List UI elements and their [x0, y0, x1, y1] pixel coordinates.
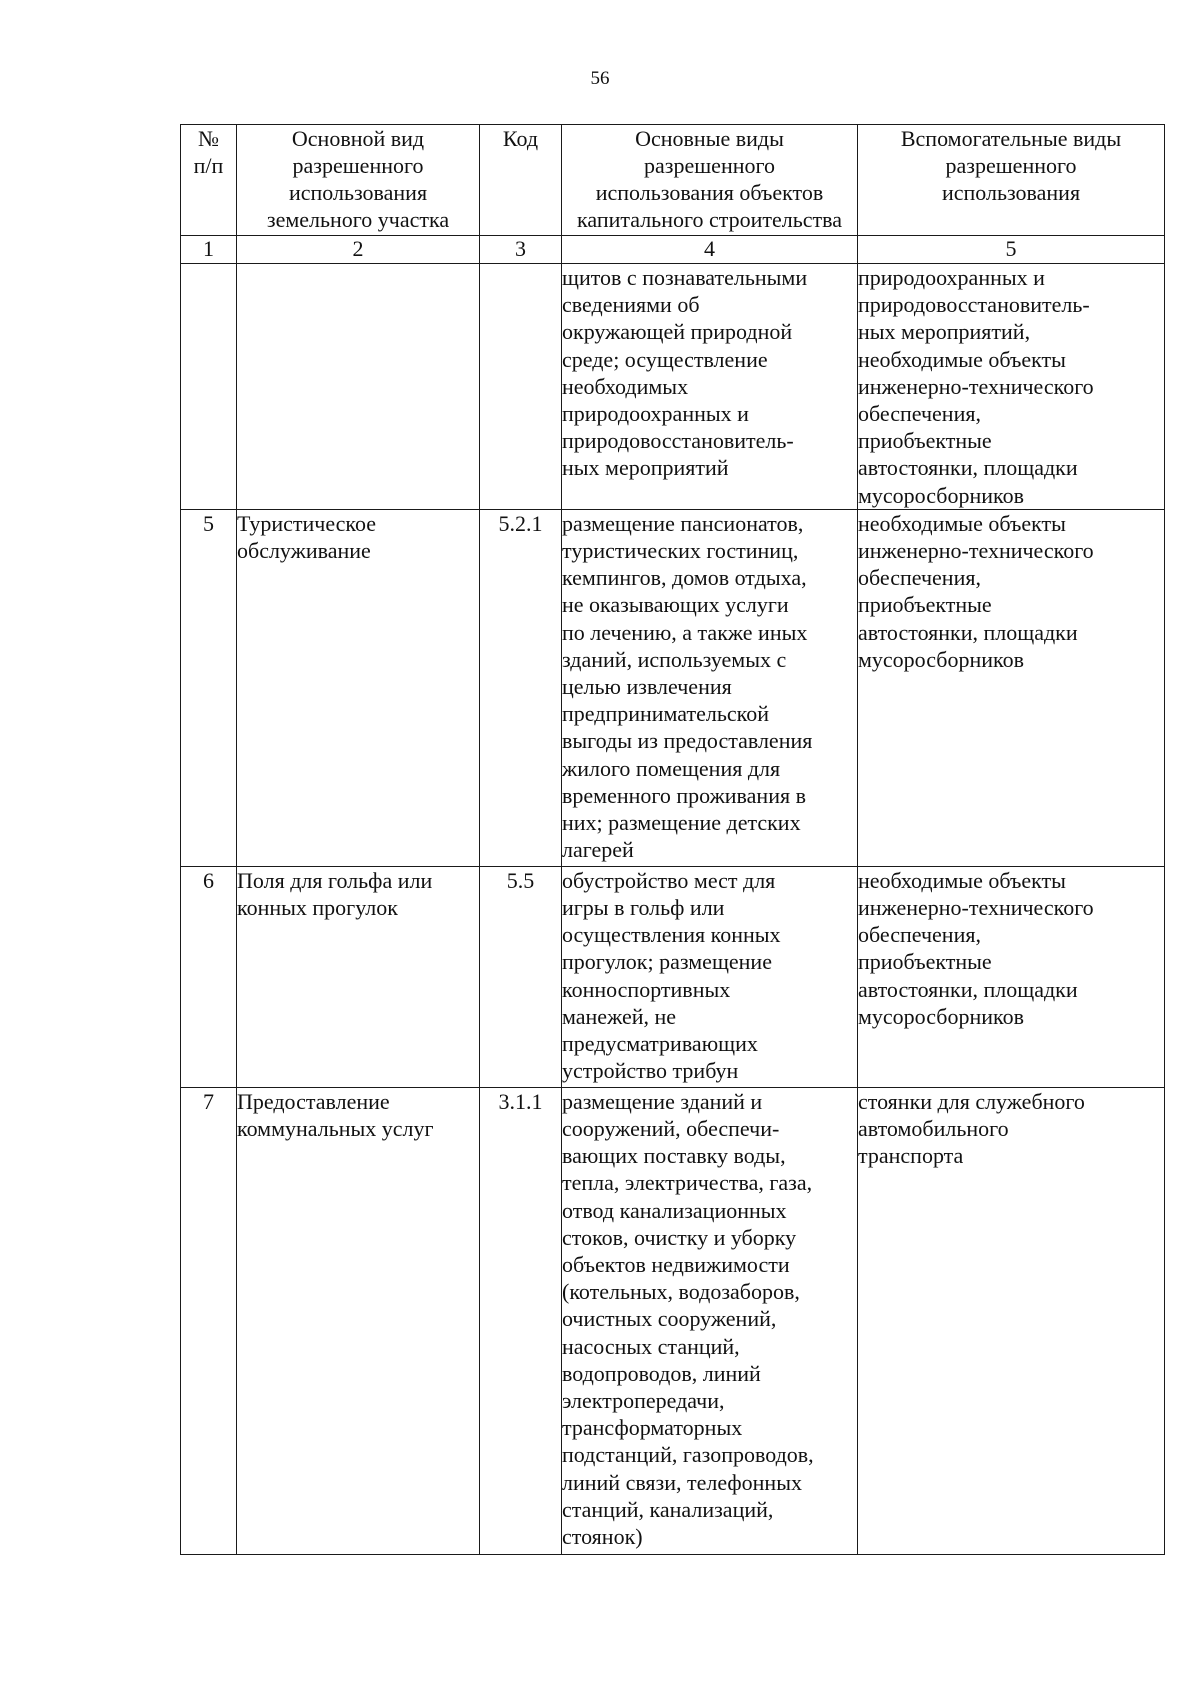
row-main-uses: обустройство мест для игры в гольф или осуществления конных прогулок; размещение конноспортивных манежей, не предусматривающих устройство трибун: [562, 866, 858, 1087]
land-use-table: [180, 124, 1165, 1555]
header-main-use: Основной вид разрешенного использования земельного участка: [237, 125, 480, 236]
row-code: 5.2.1: [480, 509, 562, 866]
table-row: [181, 264, 1165, 510]
column-number: 1: [181, 236, 237, 264]
column-number: 3: [480, 236, 562, 264]
row-number: [181, 264, 237, 510]
column-number: 5: [858, 236, 1165, 264]
page-number: 56: [590, 68, 610, 89]
row-number: 7: [181, 1087, 237, 1554]
header-number: № п/п: [181, 125, 237, 236]
row-aux-uses: стоянки для служебного автомобильного транспорта: [858, 1087, 1165, 1554]
header-aux-uses: Вспомогательные виды разрешенного использования: [858, 125, 1165, 236]
header-main-uses-oks: Основные виды разрешенного использования объектов капитального строительства: [562, 125, 858, 236]
row-main-uses: щитов с познавательными сведениями об окружающей природной среде; осуществление необходимых природоохранных и природовосстановитель- ных мероприятий: [562, 264, 858, 510]
column-number: 2: [237, 236, 480, 264]
row-aux-uses: необходимые объекты инженерно-технического обеспечения, приобъектные автостоянки, площадки мусоросборников: [858, 866, 1165, 1087]
column-number-row: [181, 236, 1165, 264]
header-code: Код: [480, 125, 562, 236]
row-code: [480, 264, 562, 510]
row-main-use-name: Поля для гольфа или конных прогулок: [237, 866, 480, 1087]
row-code: 3.1.1: [480, 1087, 562, 1554]
table-row: [181, 866, 1165, 1087]
row-number: 5: [181, 509, 237, 866]
row-aux-uses: природоохранных и природовосстановитель- ных мероприятий, необходимые объекты инженерно-технического обеспечения, приобъектные автостоянки, площадки мусоросборников: [858, 264, 1165, 510]
row-main-use-name: Предоставление коммунальных услуг: [237, 1087, 480, 1554]
row-aux-uses: необходимые объекты инженерно-технического обеспечения, приобъектные автостоянки, площадки мусоросборников: [858, 509, 1165, 866]
row-code: 5.5: [480, 866, 562, 1087]
table-row: [181, 509, 1165, 866]
row-number: 6: [181, 866, 237, 1087]
row-main-uses: размещение пансионатов, туристических гостиниц, кемпингов, домов отдыха, не оказывающих услуги по лечению, а также иных зданий, используемых с целью извлечения предпринимательской выгоды из предоставления жилого помещения для временного проживания в них; размещение детских лагерей: [562, 509, 858, 866]
row-main-use-name: Туристическое обслуживание: [237, 509, 480, 866]
row-main-use-name: [237, 264, 480, 510]
header-row: [181, 125, 1165, 236]
table-row: [181, 1087, 1165, 1554]
row-main-uses: размещение зданий и сооружений, обеспечи- вающих поставку воды, тепла, электричества, газа, отвод канализационных стоков, очистку и уборку объектов недвижимости (котельных, водозаборов, очистных сооружений, насосных станций, водопроводов, линий электропередачи, трансформаторных подстанций, газопроводов, линий связи, телефонных станций, канализаций, стоянок): [562, 1087, 858, 1554]
column-number: 4: [562, 236, 858, 264]
